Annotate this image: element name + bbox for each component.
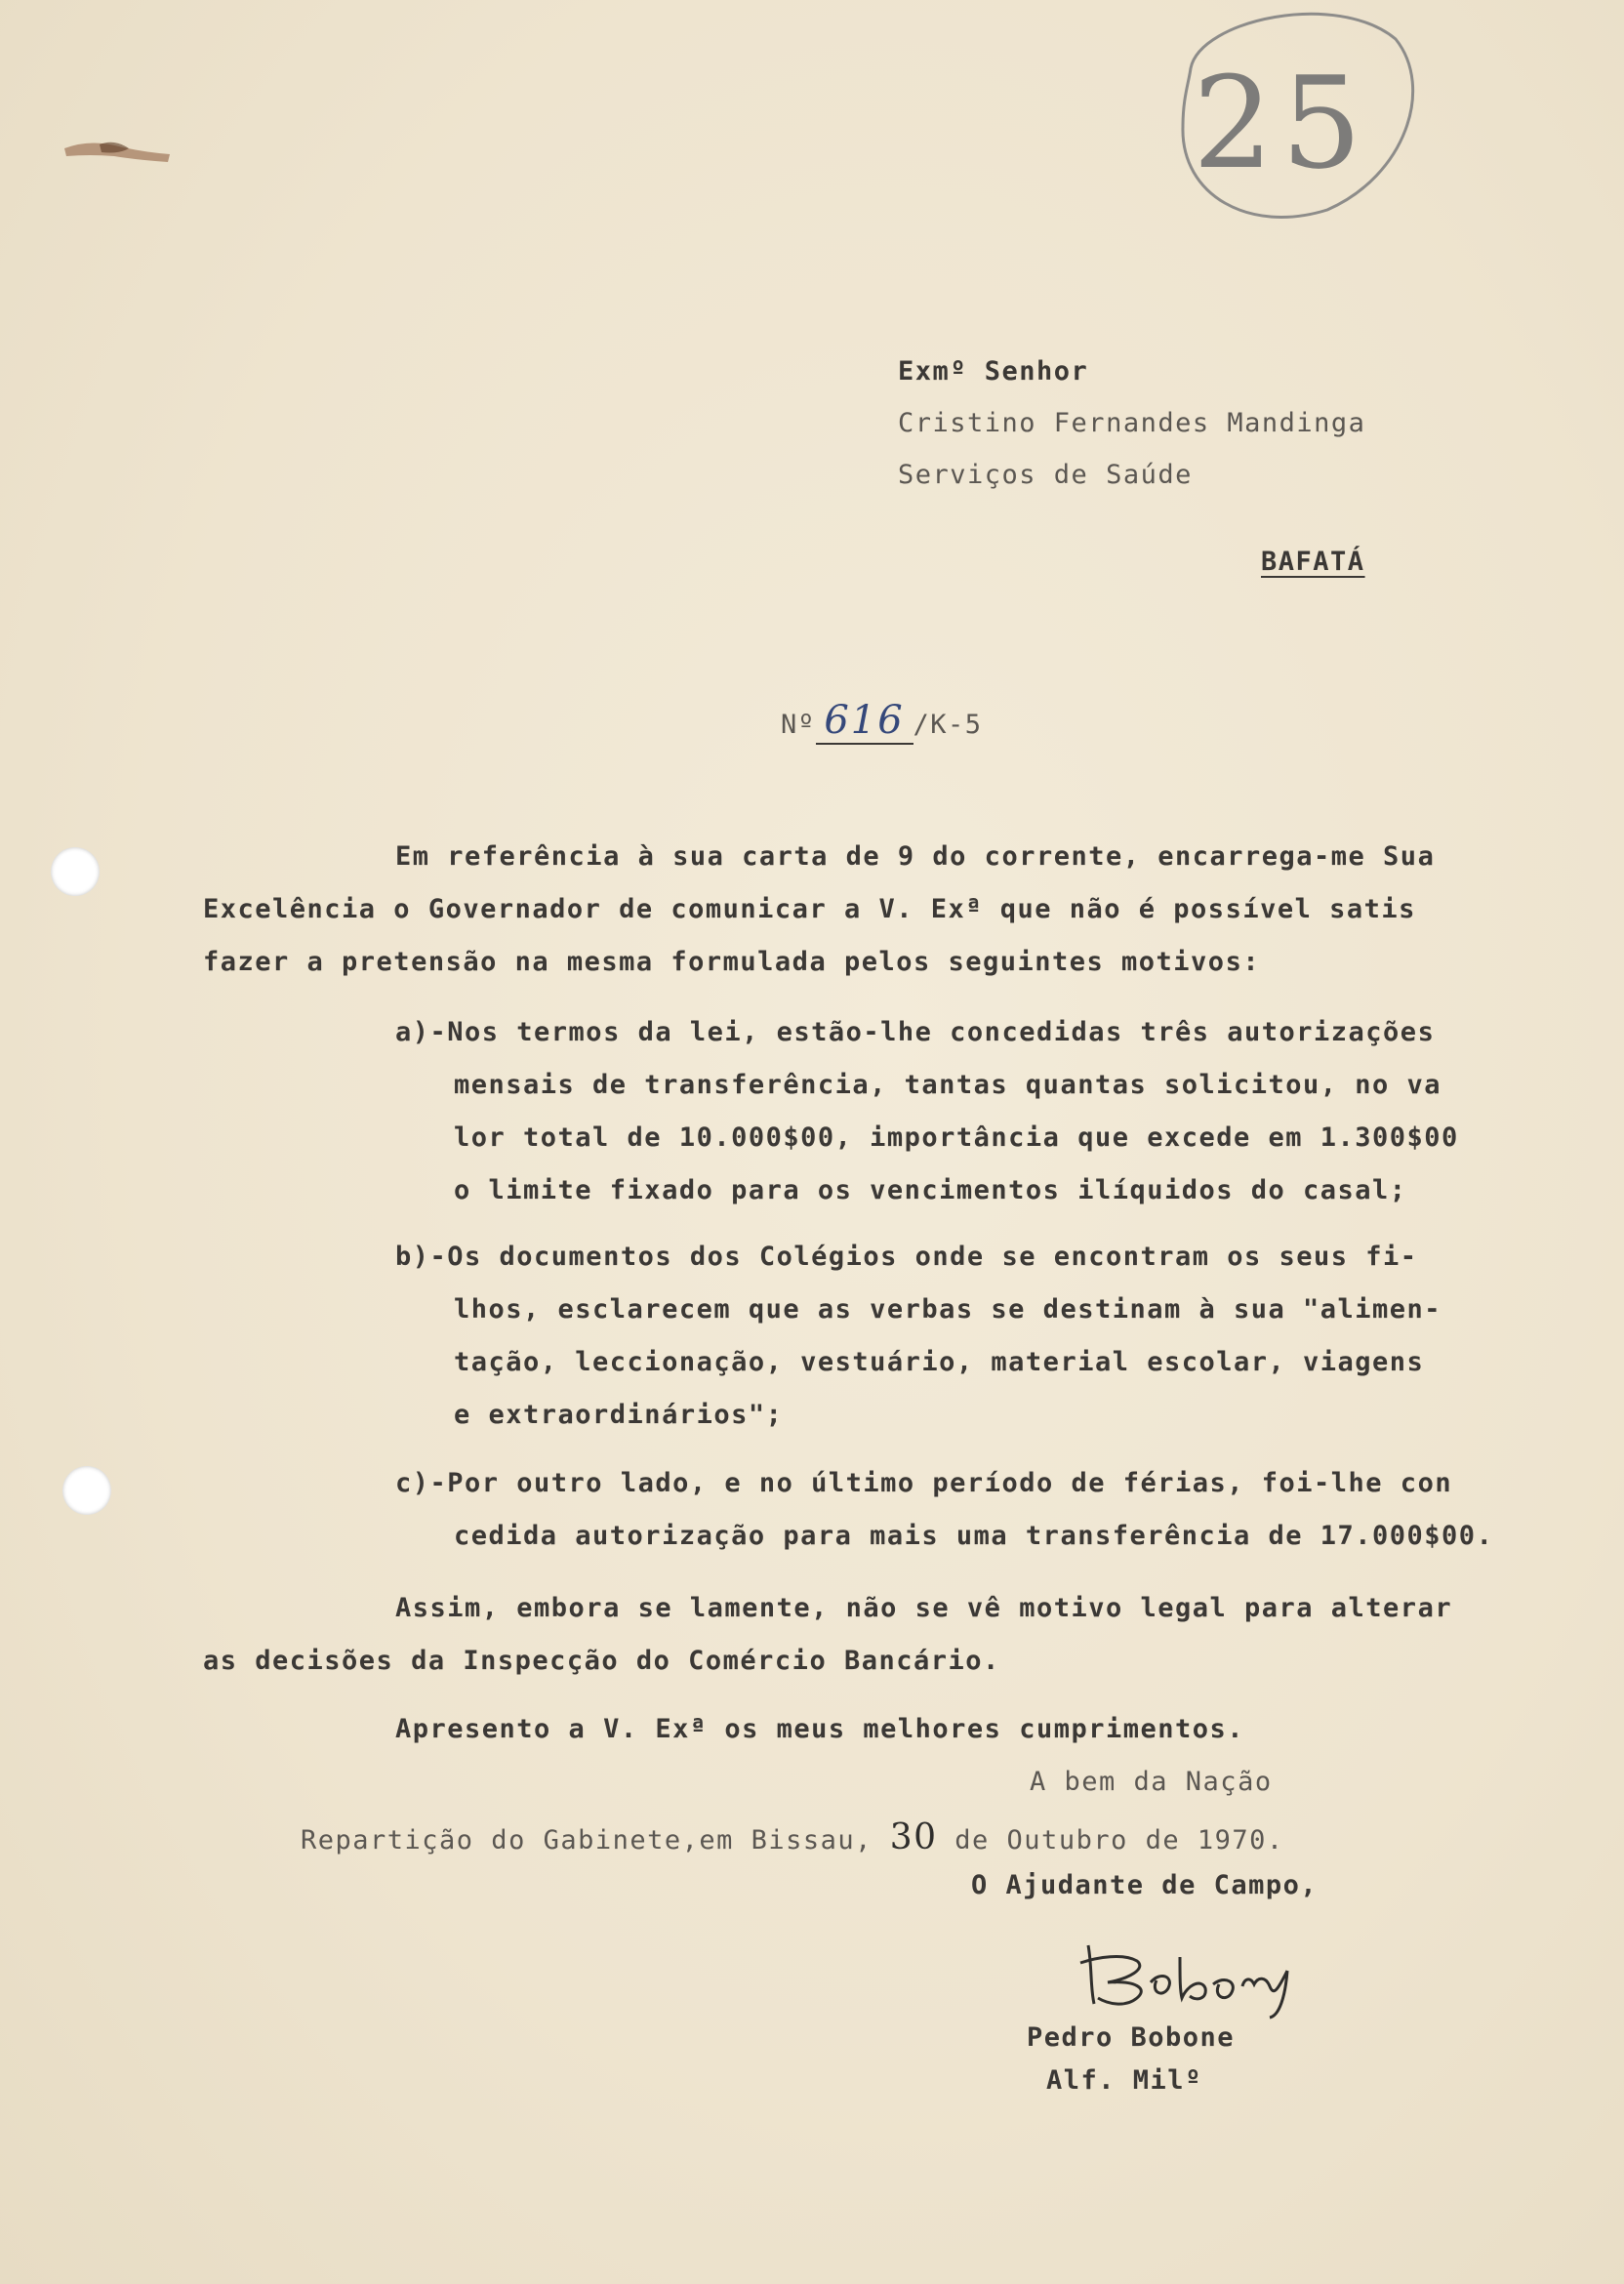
closing-date: de Outubro de 1970. [954, 1825, 1284, 1856]
punch-hole-bottom [62, 1466, 111, 1515]
item-a-line: a)-Nos termos da lei, estão-lhe concedidas três autorizações [395, 1017, 1436, 1047]
closing-motto: A bem da Nação [1030, 1767, 1273, 1797]
item-c-line: c)-Por outro lado, e no último período de férias, foi-lhe con [395, 1468, 1453, 1498]
reference-line [781, 698, 983, 745]
conclusion-line: as decisões da Inspecção do Comércio Bancário. [203, 1646, 1000, 1676]
addressee-city: BAFATÁ [1261, 547, 1365, 577]
closing-date-line [301, 1817, 1284, 1857]
item-a-line: o limite fixado para os vencimentos ilíquidos do casal; [454, 1175, 1407, 1205]
body-line: Em referência à sua carta de 9 do corrente, encarrega-me Sua [395, 841, 1436, 872]
addressee-salutation: Exmº Senhor [898, 356, 1089, 387]
reference-suffix: /K-5 [913, 710, 983, 740]
folio-number: 25 [1193, 49, 1370, 197]
rust-mark [61, 135, 178, 174]
reference-number: 616 [816, 698, 914, 745]
reference-prefix: Nº [781, 710, 816, 740]
punch-hole-top [51, 847, 100, 896]
signature [1078, 1928, 1313, 2016]
item-b-line: b)-Os documentos dos Colégios onde se encontram os seus fi- [395, 1242, 1418, 1272]
addressee-department: Serviços de Saúde [898, 460, 1193, 490]
compliments: Apresento a V. Exª os meus melhores cumprimentos. [395, 1714, 1245, 1744]
item-a-line: lor total de 10.000$00, importância que excede em 1.300$00 [454, 1122, 1459, 1153]
item-c-line: cedida autorização para mais uma transferência de 17.000$00. [454, 1521, 1494, 1551]
item-b-line: tação, leccionação, vestuário, material escolar, viagens [454, 1347, 1425, 1377]
closing-day: 30 [889, 1817, 938, 1857]
body-line: Excelência o Governador de comunicar a V. Exª que não é possível satis [203, 894, 1416, 924]
signer-rank: Alf. Milº [1046, 2065, 1202, 2096]
conclusion-line: Assim, embora se lamente, não se vê motivo legal para alterar [395, 1593, 1453, 1623]
body-line: fazer a pretensão na mesma formulada pelos seguintes motivos: [203, 947, 1261, 977]
addressee-name: Cristino Fernandes Mandinga [898, 408, 1366, 438]
signer-name: Pedro Bobone [1027, 2022, 1236, 2053]
closing-place: Repartição do Gabinete,em Bissau, [301, 1825, 873, 1856]
closing-role: O Ajudante de Campo, [971, 1870, 1319, 1900]
item-b-line: lhos, esclarecem que as verbas se destinam à sua "alimen- [454, 1294, 1442, 1325]
item-a-line: mensais de transferência, tantas quantas solicitou, no va [454, 1070, 1442, 1100]
item-b-line: e extraordinários"; [454, 1400, 784, 1430]
